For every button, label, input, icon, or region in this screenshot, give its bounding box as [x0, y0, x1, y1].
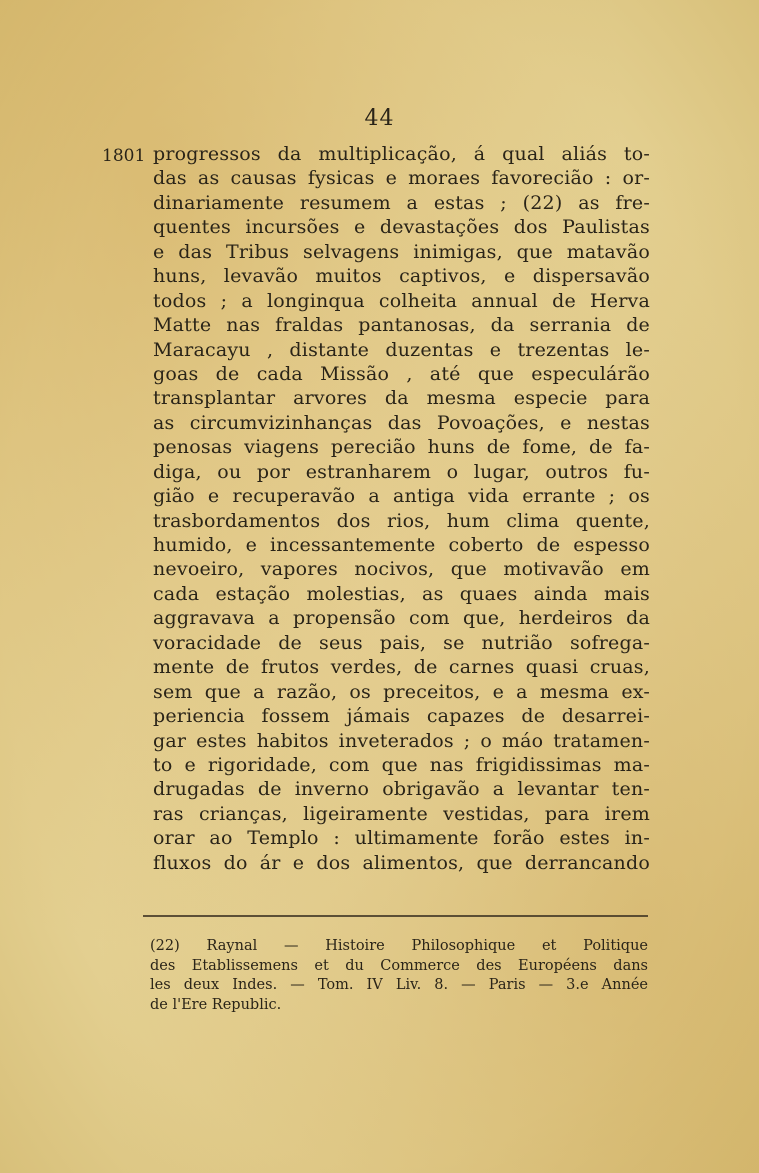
text-line: Maracayu , distante duzentas e trezentas le- — [153, 338, 650, 361]
page-number: 44 — [364, 106, 395, 131]
text-line: diga, ou por estranharem o lugar, outros fu- — [153, 460, 650, 483]
text-line: gar estes habitos inveterados ; o máo tratamen- — [153, 729, 650, 752]
footnote-line: les deux Indes. — Tom. IV Liv. 8. — Paris — 3.e Année — [150, 977, 648, 993]
text-line: trasbordamentos dos rios, hum clima quente, — [153, 509, 650, 532]
footnote-line: des Etablissemens et du Commerce des Européens dans — [150, 957, 648, 974]
text-line: quentes incursões e devastações dos Paulistas — [153, 216, 650, 239]
text-line: orar ao Templo : ultimamente forão estes in- — [153, 827, 650, 850]
text-line: huns, levavão muitos captivos, e dispersavão — [153, 265, 650, 288]
text-line: fluxos do ár e dos alimentos, que derrancando — [153, 851, 650, 874]
footnote-divider — [143, 915, 648, 917]
text-line: ras crianças, ligeiramente vestidas, para irem — [153, 802, 650, 825]
text-line: dinariamente resumem a estas ; (22) as fre- — [153, 191, 650, 214]
text-line: nevoeiro, vapores nocivos, que motivavão em — [153, 558, 650, 581]
text-line: gião e recuperavão a antiga vida errante ; os — [153, 485, 650, 508]
text-line: periencia fossem jámais capazes de desarrei- — [153, 705, 650, 728]
margin-year-note: 1801 — [102, 146, 146, 166]
text-line: drugadas de inverno obrigavão a levantar ten- — [153, 778, 650, 801]
text-line: voracidade de seus pais, se nutrião sofrega- — [153, 631, 650, 654]
text-line: aggravava a propensão com que, herdeiros da — [153, 607, 650, 630]
text-line: humido, e incessantemente coberto de espesso — [153, 534, 650, 556]
text-line: das as causas fysicas e moraes favorecião : or- — [153, 167, 650, 190]
footnote-line: (22) Raynal — Histoire Philosophique et Politique — [150, 938, 648, 954]
text-line: goas de cada Missão , até que especulárão — [153, 362, 650, 385]
footnote-block — [150, 937, 648, 1015]
text-line: sem que a razão, os preceitos, e a mesma ex- — [153, 680, 650, 703]
text-line: penosas viagens perecião huns de fome, de fa- — [153, 436, 650, 459]
text-line: todos ; a longinqua colheita annual de Herva — [153, 289, 650, 312]
text-line: progressos da multiplicação, á qual aliás to- — [153, 143, 650, 165]
footnote-line: de l'Ere Republic. — [150, 996, 282, 1013]
text-line: cada estação molestias, as quaes ainda mais — [153, 582, 650, 605]
text-line: as circumvizinhanças das Povoações, e nestas — [153, 411, 650, 434]
body-text — [153, 142, 650, 875]
text-line: e das Tribus selvagens inimigas, que matavão — [153, 240, 650, 263]
text-line: Matte nas fraldas pantanosas, da serrania de — [153, 314, 650, 337]
text-line: mente de frutos verdes, de carnes quasi cruas, — [153, 656, 650, 679]
text-line: transplantar arvores da mesma especie para — [153, 387, 650, 410]
text-line: to e rigoridade, com que nas frigidissimas ma- — [153, 753, 650, 776]
